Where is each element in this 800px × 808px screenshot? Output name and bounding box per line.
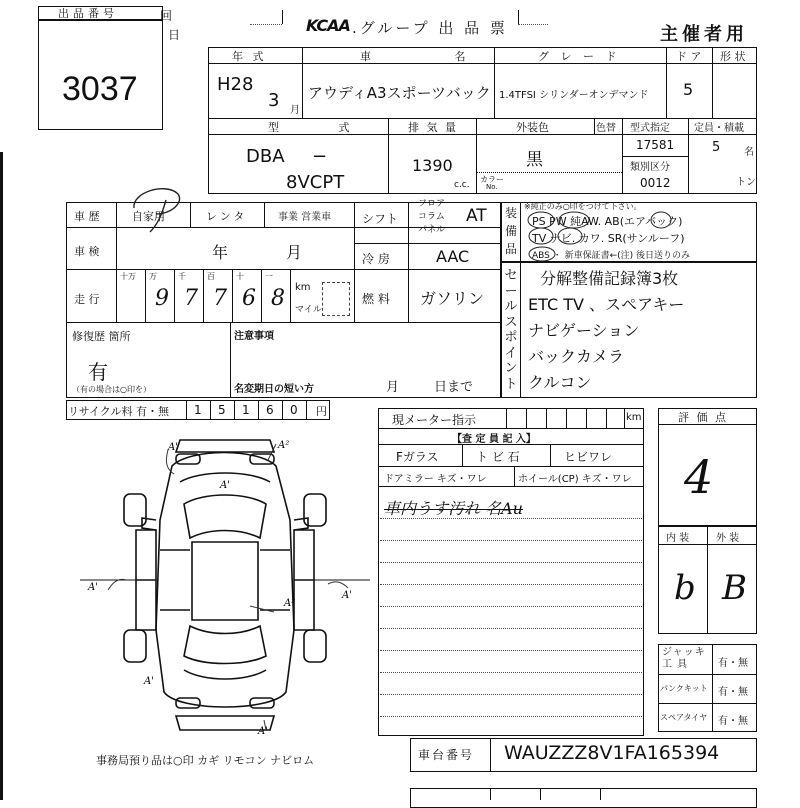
puncture-kit-label: パンクキット [660,684,708,693]
meter-title: 現メーター指示 [392,413,477,427]
damage-mark: A² [284,598,296,609]
capacity-unit: 名 [744,147,754,158]
model-label: 型 式 [268,121,378,134]
category-value: 0012 [640,176,671,190]
ac-value: AAC [436,247,470,266]
interior-label: 内 装 [666,533,690,544]
recycle-digit: 0 [290,403,298,417]
grade-label: グ レ ー ド [538,50,621,63]
equipment-side-label: 装備品 [504,206,517,256]
body-type-label: 形 状 [720,50,746,63]
color-change-label: 色替 [596,123,616,134]
equipment-line-1: PS PW 純AW. AB(エアバック) [532,215,683,228]
repair-history-label: 修復歴 箇所 [72,330,131,343]
damage-mark: A' [258,726,268,737]
mileage-label: 走 行 [74,293,100,306]
fuel-value: ガソリン [420,289,485,308]
shift-floor: フロア [418,199,446,209]
equipment-line-3: ABS ・ 新車保証書←(注) 後日送りのみ [532,251,691,261]
equipment-line-2: TV ナビ. カワ. SR(サンルーフ) [532,232,685,245]
year-label: 年 式 [232,50,267,63]
exterior-label: 外 装 [716,533,740,544]
mileage-digit: 7 [213,286,227,311]
name-change-day: 日まで [434,380,474,395]
mileage-digit: 9 [155,286,169,311]
sales-point-4: バックカメラ [528,347,625,366]
crack-label: ヒビワレ [564,450,613,464]
mileage-digit-label: 千 [178,272,186,281]
history-label: 車 歴 [74,210,100,223]
times-label: 回 [160,9,173,23]
sales-point-2: ETC TV 、スペアキー [528,295,685,314]
recycle-digit: 1 [194,403,202,417]
name-change-label: 名変期日の短い方 [234,384,314,395]
repair-history-value: 有 [88,360,108,384]
sales-points-side-label: セールスポイント [504,268,518,392]
sales-point-5: クルコン [528,373,592,392]
mileage-digit-label: 一 [265,272,273,281]
mileage-digit-label: 百 [207,272,215,281]
shift-column: コラム [418,212,445,222]
repair-note: （有の場合は○印を） [72,385,151,394]
f-glass-label: Fガラス [396,450,439,464]
day-label: 日 [168,28,181,42]
exterior-color-label: 外装色 [516,121,549,134]
spare-tire-label: スペアタイヤ [660,713,708,722]
model-dash: − [312,146,328,167]
year-era: H28 [217,74,254,95]
cc-unit: c.c. [454,180,470,190]
lot-label: 出品番号 [58,7,118,20]
displacement-value: 1390 [412,156,453,175]
year-month-unit: 月 [290,105,300,116]
notes-label: 注意事項 [234,331,274,342]
displacement-label: 排 気 量 [408,121,458,134]
damage-mark: A² [278,440,290,451]
ton-unit: トン [736,177,756,188]
inspection-month-label: 月 [286,243,303,262]
jack-yes-no: 有・無 [718,658,748,669]
inspection-label: 車 検 [74,245,100,258]
interior-grade: b [674,568,696,608]
chassis-number: WAUZZZ8V1FA165394 [504,742,720,764]
meter-remark: 車内うす汚れ 名Au [384,499,523,518]
fuel-label: 燃 料 [362,292,390,306]
recycle-digit: 5 [218,403,226,417]
rental-option: レンタ [206,210,248,223]
mileage-digit-label: 十 [236,272,244,281]
exterior-grade: B [722,568,747,608]
door-mirror-label: ドアミラー キズ・ワレ [384,474,487,485]
mileage-digit: 6 [242,286,256,311]
recycle-digit: 6 [266,403,274,417]
chassis-label: 車台番号 [418,748,475,762]
lot-number: 3037 [62,70,138,108]
color-no-label: カラー [480,175,504,184]
ac-label: 冷 房 [362,252,390,266]
meter-km-unit: km [626,412,642,423]
score-label: 評 価 点 [678,411,728,424]
damage-mark: A' [168,442,178,453]
wheel-label: ホイール(CP) キズ・ワレ [518,474,632,485]
shift-label: シフト [362,212,399,226]
chip-label: ト ビ 石 [476,450,520,464]
shift-panel: パネル [418,225,446,235]
doors-value: 5 [683,80,694,99]
jack-label: ジャッキ工 具 [662,647,706,670]
damage-mark: A' [144,676,154,687]
business-option: 事業 営業車 [278,212,332,223]
capacity-value: 5 [712,140,721,155]
type-designation-value: 17581 [636,138,675,152]
organizer-label: 主催者用 [660,24,748,45]
recycle-label: リサイクル料 有・無 [68,405,169,418]
car-name-label: 車 名 [360,50,506,63]
private-use-circle-mark [126,180,186,236]
private-use-option: 自家用 [132,210,165,223]
km-unit: km [295,282,311,293]
inspection-year-label: 年 [212,243,229,262]
mileage-digit-label: 万 [149,272,157,281]
score-value: 4 [684,450,714,504]
sales-point-3: ナビゲーション [528,321,640,340]
sales-point-1: 分解整備記録簿3枚 [540,269,679,288]
category-label: 類別区分 [630,162,670,173]
type-designation-label: 型式指定 [630,123,670,134]
model-code: 8VCPT [286,172,345,193]
mile-checkbox [322,282,350,316]
mileage-digit-label: 十万 [120,272,136,281]
mile-unit: マイル [295,305,322,315]
recycle-digit: 1 [242,403,250,417]
model-prefix: DBA [246,146,285,167]
car-damage-diagram [80,430,370,740]
capacity-label: 定員・積載 [694,123,744,134]
car-name: アウディA3スポーツバック [308,84,491,102]
damage-mark: A' [88,582,98,593]
doors-label: ド ア [676,50,702,63]
brand-logo: KCAA [306,16,350,35]
color-value: 黒 [526,150,543,170]
mileage-digit: 7 [184,286,198,311]
grade-value: 1.4TFSI シリンダーオンデマンド [499,90,649,101]
yen-unit: 円 [316,405,327,418]
bottom-box [410,788,757,808]
color-no-label-2: No. [486,183,498,191]
office-note: 事務局預り品は○印 カギ リモコン ナビロム [96,754,315,767]
puncture-kit-yes-no: 有・無 [718,687,748,698]
name-change-month: 月 [386,380,400,395]
equipment-circle-marks [526,208,756,263]
shift-value: AT [466,206,487,226]
appraiser-header: 【査 定 員 記 入】 [452,434,536,445]
equipment-note: ※純正のみ○印をつけて下さい。 [524,202,642,211]
form-title: .グループ 出 品 票 [352,19,508,37]
damage-mark: A' [220,480,230,491]
mileage-digit: 8 [271,286,285,311]
spare-tire-yes-no: 有・無 [718,716,748,727]
damage-mark: A' [342,590,352,601]
year-month: 3 [268,90,280,111]
